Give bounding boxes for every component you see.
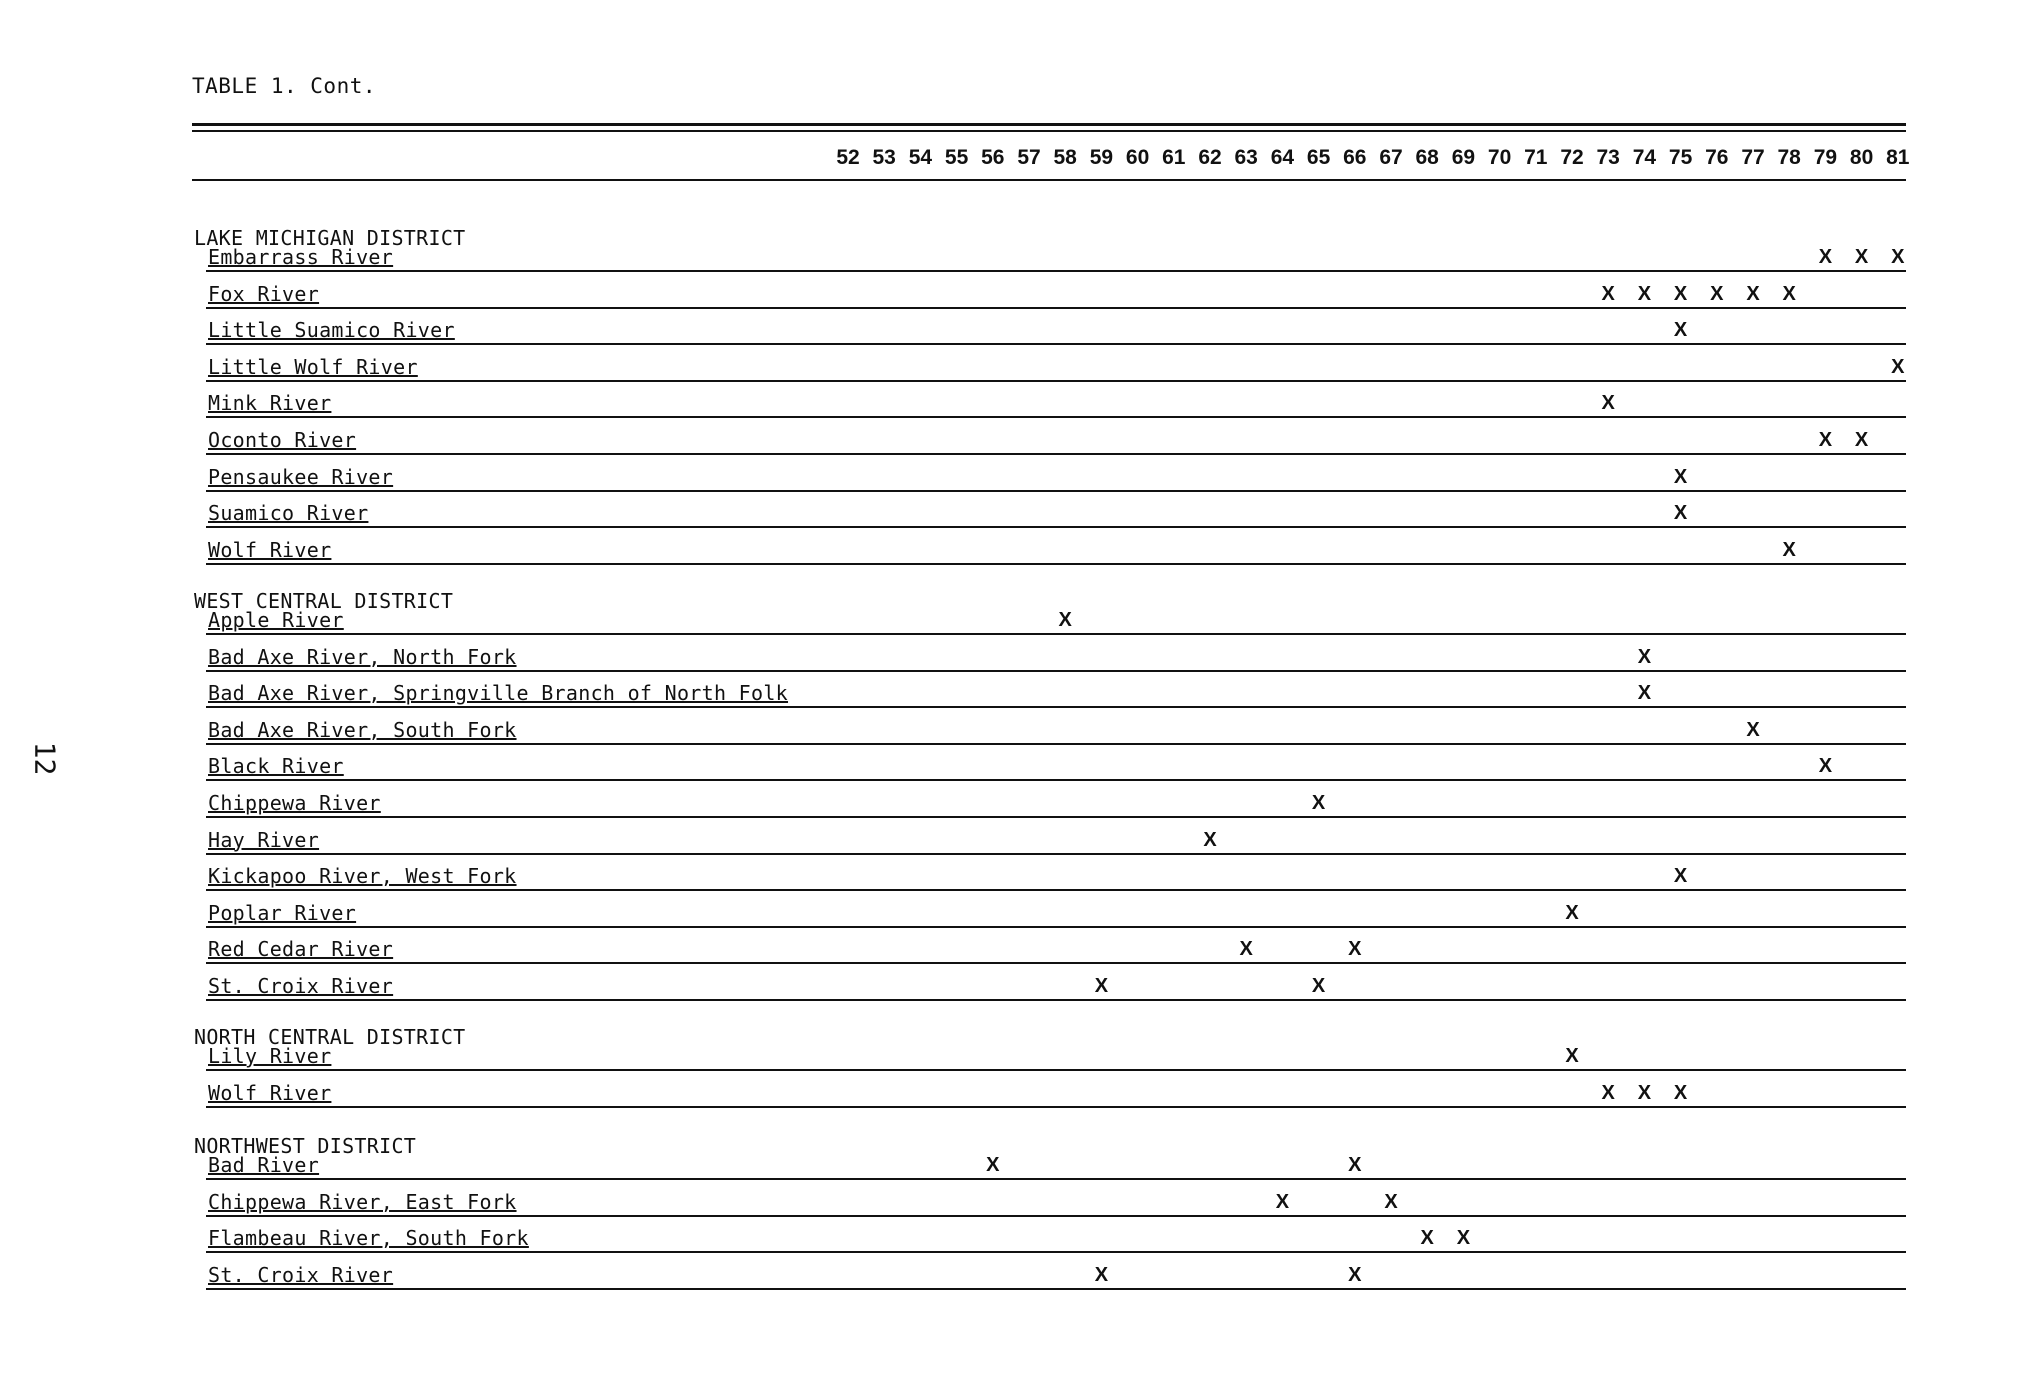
- river-name: Apple River: [208, 608, 344, 632]
- year-header-68: 68: [1415, 146, 1439, 169]
- table-row: [206, 896, 1906, 928]
- year-header-57: 57: [1017, 146, 1041, 169]
- table-row: [206, 640, 1906, 672]
- river-name: Chippewa River, East Fork: [208, 1189, 517, 1214]
- year-mark-59: X: [1094, 975, 1109, 997]
- year-mark-80: X: [1854, 429, 1869, 451]
- river-name: Black River: [208, 754, 344, 779]
- year-header-69: 69: [1451, 146, 1476, 169]
- river-name: Poplar River: [208, 900, 357, 925]
- year-mark-75: X: [1673, 465, 1688, 488]
- river-name: Flambeau River, South Fork: [208, 1226, 529, 1251]
- year-mark-66: X: [1348, 1154, 1362, 1176]
- table-row: [206, 313, 1906, 345]
- river-name: Embarrass River: [208, 245, 394, 269]
- district-heading: NORTHWEST DISTRICT: [194, 1134, 417, 1158]
- year-mark-78: X: [1782, 538, 1796, 561]
- year-header-75: 75: [1668, 146, 1693, 169]
- table-row: [206, 350, 1906, 382]
- year-mark-79: X: [1818, 755, 1833, 778]
- header-rule-bottom: [192, 179, 1906, 181]
- year-header-76: 76: [1705, 146, 1729, 169]
- header-rule-second: [192, 130, 1906, 132]
- year-header-52: 52: [836, 146, 860, 169]
- year-mark-56: X: [986, 1154, 1000, 1176]
- year-header-78: 78: [1777, 146, 1801, 169]
- river-name: Kickapoo River, West Fork: [208, 864, 517, 889]
- year-mark-66: X: [1348, 1263, 1362, 1286]
- river-name: Lily River: [208, 1044, 332, 1068]
- year-mark-75: X: [1673, 502, 1688, 525]
- river-name: Suamico River: [208, 501, 369, 526]
- year-mark-72: X: [1565, 1045, 1579, 1067]
- table-row: [206, 496, 1906, 528]
- table-row: [206, 1221, 1906, 1253]
- year-mark-77: X: [1746, 718, 1760, 741]
- year-header-55: 55: [944, 146, 969, 169]
- year-mark-63: X: [1239, 938, 1253, 961]
- river-name: Wolf River: [208, 537, 332, 562]
- year-mark-69: X: [1456, 1227, 1471, 1250]
- year-header-56: 56: [981, 146, 1005, 169]
- header-rule-top: [192, 123, 1906, 126]
- year-header-72: 72: [1560, 146, 1584, 169]
- river-name: Mink River: [208, 391, 332, 416]
- year-mark-80: X: [1854, 246, 1869, 268]
- year-mark-66: X: [1348, 938, 1362, 961]
- year-mark-75: X: [1673, 319, 1688, 342]
- year-header-80: 80: [1849, 146, 1874, 169]
- year-mark-68: X: [1420, 1227, 1434, 1250]
- table-title: TABLE 1. Cont.: [192, 74, 377, 98]
- year-header-79: 79: [1813, 146, 1838, 169]
- year-mark-74: X: [1637, 282, 1652, 305]
- table-row: [206, 1039, 1906, 1071]
- table-row: [206, 823, 1906, 855]
- year-mark-74: X: [1637, 645, 1652, 668]
- river-name: St. Croix River: [208, 974, 394, 998]
- year-mark-67: X: [1384, 1190, 1398, 1213]
- year-mark-58: X: [1058, 609, 1072, 631]
- year-mark-65: X: [1311, 792, 1326, 814]
- year-header-73: 73: [1596, 146, 1620, 169]
- year-mark-72: X: [1565, 901, 1579, 924]
- river-name: Chippewa River: [208, 791, 381, 815]
- year-mark-75: X: [1673, 1081, 1688, 1104]
- district-heading: WEST CENTRAL DISTRICT: [194, 589, 454, 613]
- table-row: [206, 1148, 1906, 1180]
- year-mark-76: X: [1710, 282, 1724, 305]
- river-name: Wolf River: [208, 1080, 332, 1105]
- table-row: [206, 533, 1906, 565]
- page-number: 12: [28, 741, 62, 776]
- river-name: Pensaukee River: [208, 464, 394, 489]
- year-header-63: 63: [1234, 146, 1258, 169]
- year-header-81: 81: [1886, 146, 1910, 169]
- river-name: Red Cedar River: [208, 937, 394, 962]
- river-name: Bad Axe River, North Fork: [208, 644, 517, 669]
- table-row: [206, 603, 1906, 635]
- table-row: [206, 859, 1906, 891]
- year-header-65: 65: [1306, 146, 1331, 169]
- year-mark-62: X: [1203, 828, 1217, 851]
- table-row: [206, 749, 1906, 781]
- table-row: [206, 1185, 1906, 1217]
- river-name: Little Suamico River: [208, 318, 455, 343]
- year-mark-81: X: [1891, 246, 1905, 268]
- year-header-74: 74: [1632, 146, 1657, 169]
- year-header-71: 71: [1524, 146, 1548, 169]
- table-row: [206, 713, 1906, 745]
- table-row: [206, 1258, 1906, 1290]
- year-header-62: 62: [1198, 146, 1222, 169]
- year-mark-78: X: [1782, 282, 1796, 305]
- year-header-77: 77: [1741, 146, 1765, 169]
- year-header-64: 64: [1270, 146, 1295, 169]
- table-row: [206, 423, 1906, 455]
- year-mark-73: X: [1601, 1081, 1615, 1104]
- year-mark-73: X: [1601, 392, 1615, 415]
- river-name: Bad Axe River, South Fork: [208, 717, 517, 742]
- year-header-58: 58: [1053, 146, 1077, 169]
- table-row: [206, 969, 1906, 1001]
- year-mark-74: X: [1637, 682, 1652, 705]
- district-heading: LAKE MICHIGAN DISTRICT: [194, 226, 466, 250]
- river-name: Bad Axe River, Springville Branch of North Folk: [208, 681, 789, 706]
- table-row: [206, 1076, 1906, 1108]
- year-header-67: 67: [1379, 146, 1403, 169]
- year-header-60: 60: [1125, 146, 1150, 169]
- table-row: [206, 277, 1906, 309]
- year-mark-65: X: [1311, 975, 1326, 997]
- year-header-54: 54: [908, 146, 933, 169]
- year-mark-79: X: [1818, 429, 1833, 451]
- year-header-70: 70: [1487, 146, 1512, 169]
- river-name: Hay River: [208, 827, 320, 852]
- year-header-59: 59: [1089, 146, 1114, 169]
- year-mark-64: X: [1275, 1190, 1290, 1213]
- river-name: St. Croix River: [208, 1262, 394, 1287]
- river-name: Fox River: [208, 281, 320, 306]
- year-mark-59: X: [1094, 1263, 1109, 1286]
- year-mark-77: X: [1746, 282, 1760, 305]
- year-mark-75: X: [1673, 865, 1688, 888]
- table-row: [206, 676, 1906, 708]
- year-mark-73: X: [1601, 282, 1615, 305]
- year-mark-75: X: [1673, 282, 1688, 305]
- river-name: Little Wolf River: [208, 354, 418, 379]
- year-mark-81: X: [1891, 355, 1905, 378]
- river-name: Oconto River: [208, 428, 357, 452]
- table-row: [206, 460, 1906, 492]
- year-mark-74: X: [1637, 1081, 1652, 1104]
- year-header-61: 61: [1162, 146, 1186, 169]
- year-header-66: 66: [1343, 146, 1367, 169]
- year-header-53: 53: [872, 146, 896, 169]
- river-name: Bad River: [208, 1153, 320, 1177]
- table-row: [206, 786, 1906, 818]
- district-heading: NORTH CENTRAL DISTRICT: [194, 1025, 466, 1049]
- table-row: [206, 240, 1906, 272]
- year-mark-79: X: [1818, 246, 1833, 268]
- table-row: [206, 932, 1906, 964]
- table-row: [206, 386, 1906, 418]
